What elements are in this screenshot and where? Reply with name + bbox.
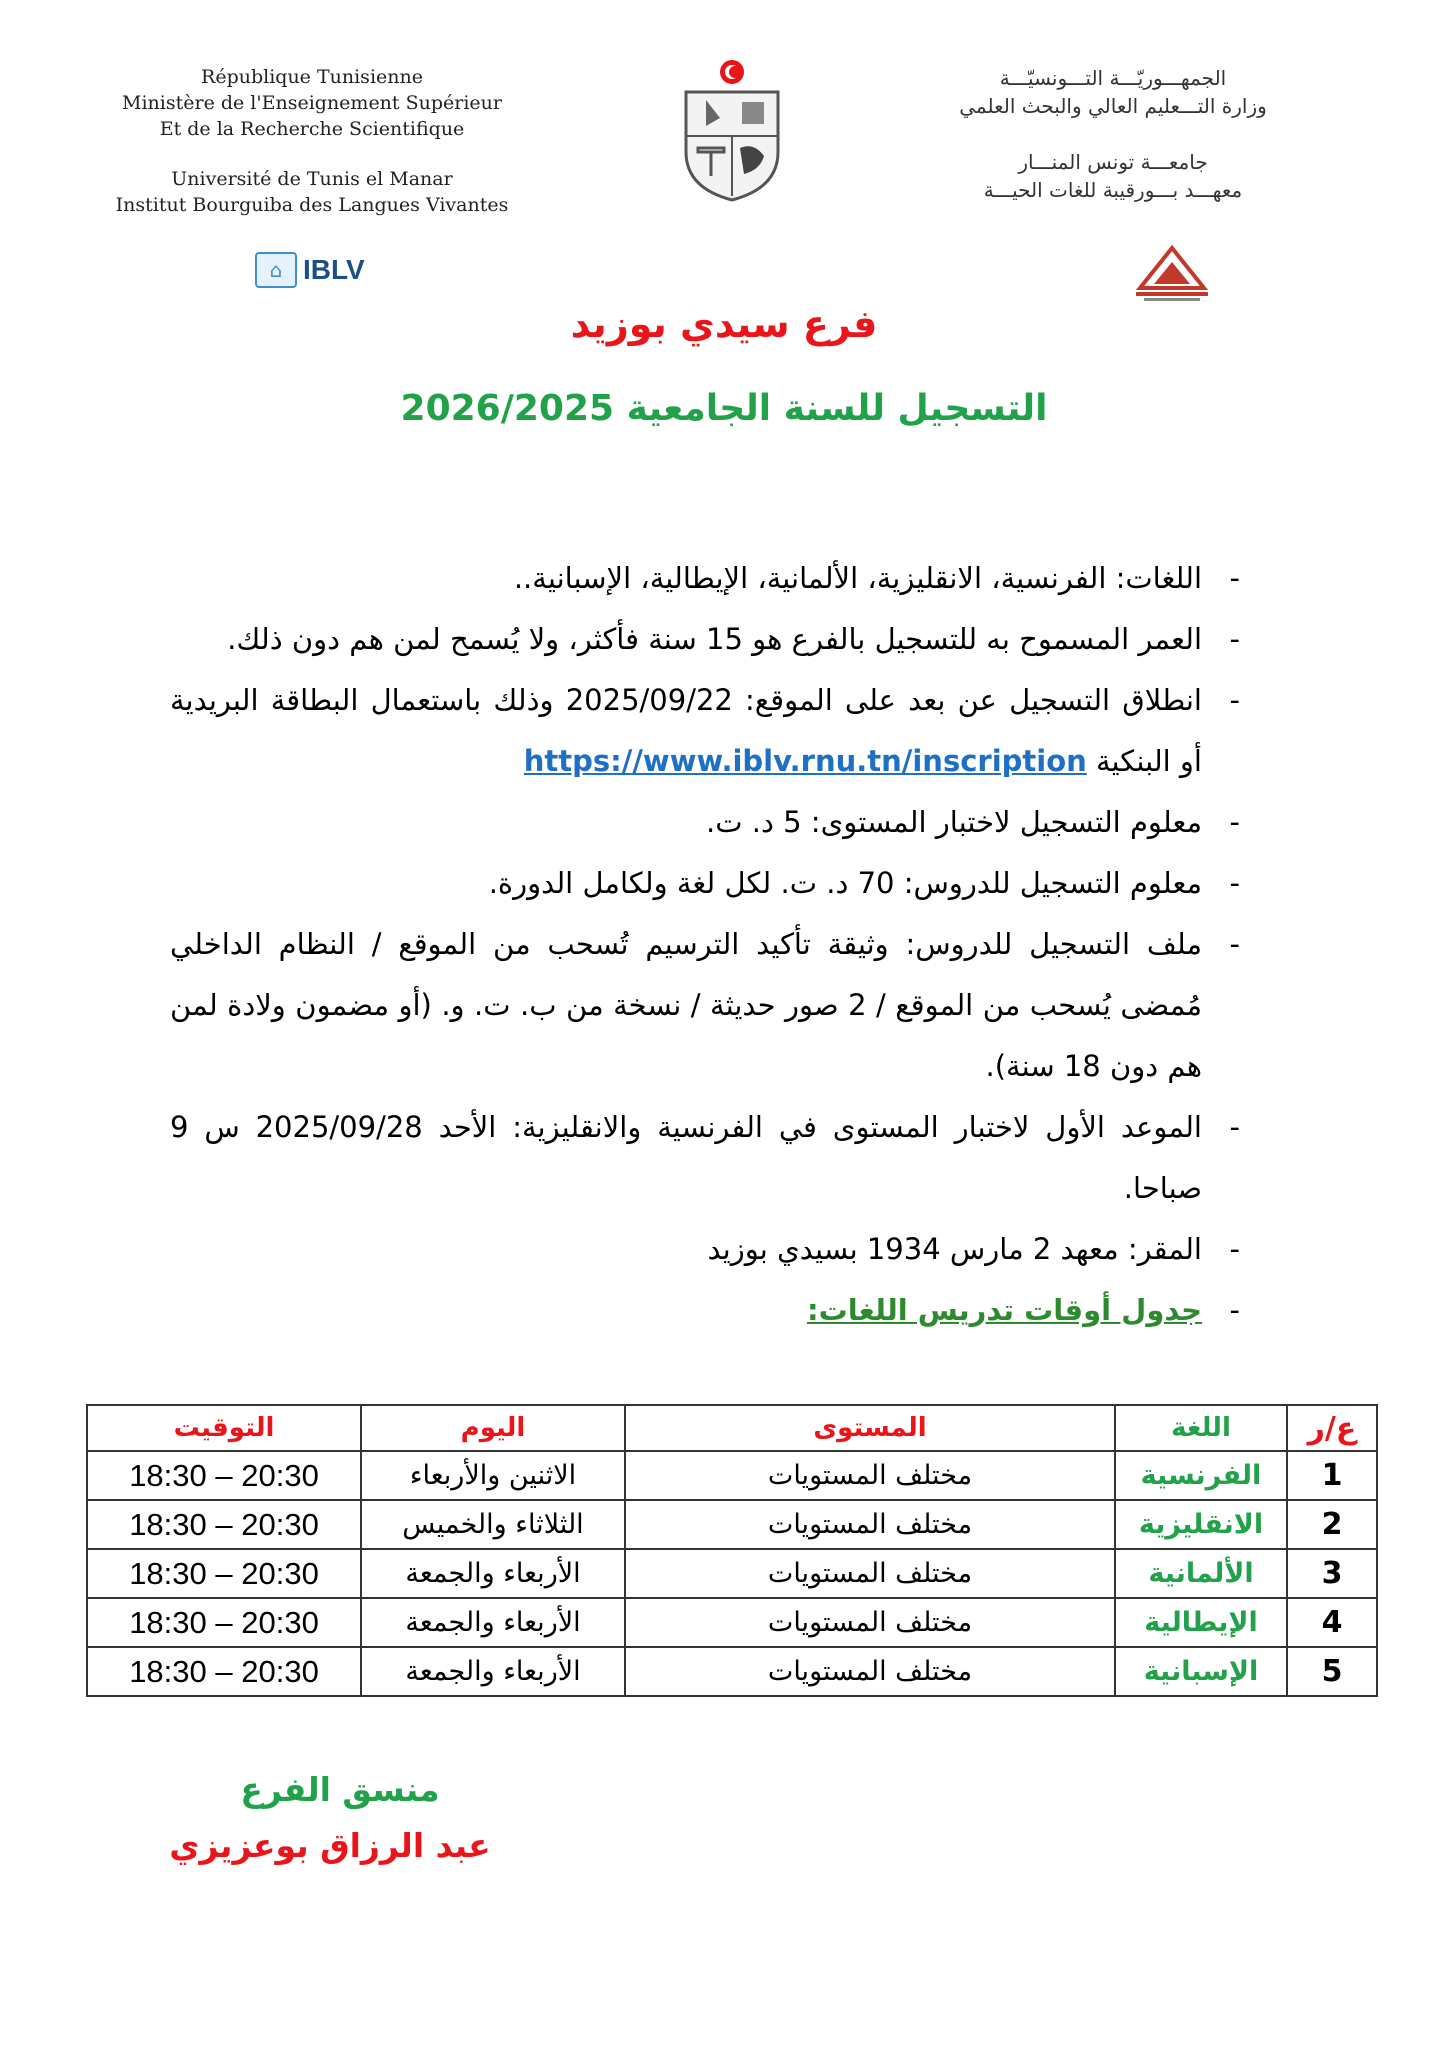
column-header-time: التوقيت [87, 1405, 361, 1451]
table-row [87, 1549, 1377, 1598]
row-language: الفرنسية [1115, 1451, 1287, 1500]
row-level: مختلف المستويات [625, 1647, 1115, 1696]
schedule-table [86, 1404, 1378, 1697]
registration-title: التسجيل للسنة الجامعية 2026/2025 [400, 388, 1048, 429]
iblv-logo-text: IBLV [303, 254, 365, 285]
header-left-block [92, 64, 532, 218]
row-level: مختلف المستويات [625, 1451, 1115, 1500]
row-day: الأربعاء والجمعة [361, 1598, 625, 1647]
list-item-course-fee: - معلوم التسجيل للدروس: 70 د. ت. لكل لغة ولكامل الدورة. [170, 853, 1240, 914]
column-header-day: اليوم [361, 1405, 625, 1451]
row-language: الانقليزية [1115, 1500, 1287, 1549]
tunisia-emblem-icon [676, 56, 788, 204]
header-university: Université de Tunis el Manar [171, 168, 453, 190]
table-row [87, 1451, 1377, 1500]
row-time: 18:30 – 20:30 [87, 1451, 361, 1500]
row-time: 18:30 – 20:30 [87, 1500, 361, 1549]
table-header-row [87, 1405, 1377, 1451]
iblv-logo [255, 250, 365, 290]
row-language: الإسبانية [1115, 1647, 1287, 1696]
row-level: مختلف المستويات [625, 1598, 1115, 1647]
list-item-languages: - اللغات: الفرنسية، الانقليزية، الألمانية، الإيطالية، الإسبانية.. [170, 548, 1240, 609]
header-institute-ar: معهـــد بـــورقيبة للغات الحيـــة [983, 178, 1243, 202]
row-num: 5 [1287, 1647, 1377, 1696]
schedule-heading: جدول أوقات تدريس اللغات: [807, 1293, 1202, 1327]
table-row [87, 1598, 1377, 1647]
list-item-schedule-heading [170, 1280, 1240, 1341]
info-list [170, 548, 1240, 1341]
row-num: 1 [1287, 1451, 1377, 1500]
header-ministry: Ministère de l'Enseignement Supérieur [122, 92, 502, 114]
signature-name: عبد الرزاق بوعزيزي [169, 1826, 491, 1865]
table-row [87, 1500, 1377, 1549]
header-ministry-ar: وزارة التـــعليم العالي والبحث العلمي [959, 94, 1267, 118]
row-num: 2 [1287, 1500, 1377, 1549]
row-time: 18:30 – 20:30 [87, 1598, 361, 1647]
branch-title: فرع سيدي بوزيد [570, 302, 878, 346]
header-ministry-research: Et de la Recherche Scientifique [159, 118, 465, 140]
row-language: الألمانية [1115, 1549, 1287, 1598]
row-day: الاثنين والأربعاء [361, 1451, 625, 1500]
list-item-test-fee: - معلوم التسجيل لاختبار المستوى: 5 د. ت. [170, 792, 1240, 853]
list-item-file: - ملف التسجيل للدروس: وثيقة تأكيد الترسيم تُسحب من الموقع / النظام الداخلي مُمضى يُسحب من الموقع / 2 صور حديثة / نسخة من ب. ت. و. (أو مضمون ولادة لمن هم دون 18 سنة). [170, 914, 1240, 1097]
row-time: 18:30 – 20:30 [87, 1647, 361, 1696]
row-level: مختلف المستويات [625, 1549, 1115, 1598]
column-header-num: ع/ر [1287, 1405, 1377, 1451]
iblv-logo-icon: ⌂ [255, 252, 297, 288]
row-language: الإيطالية [1115, 1598, 1287, 1647]
registration-link[interactable]: https://www.iblv.rnu.tn/inscription [523, 744, 1087, 778]
list-item-online-registration: - انطلاق التسجيل عن بعد على الموقع: 2025/09/22 وذلك باستعمال البطاقة البريدية أو البنكية https://www.iblv.rnu.tn/inscription [170, 670, 1240, 792]
header-right-block [898, 64, 1328, 204]
list-item-location: - المقر: معهد 2 مارس 1934 بسيدي بوزيد [170, 1219, 1240, 1280]
row-day: الأربعاء والجمعة [361, 1549, 625, 1598]
header-republic: République Tunisienne [201, 66, 423, 88]
list-item-age: - العمر المسموح به للتسجيل بالفرع هو 15 سنة فأكثر، ولا يُسمح لمن هم دون ذلك. [170, 609, 1240, 670]
university-logo-icon [1130, 242, 1214, 304]
row-num: 3 [1287, 1549, 1377, 1598]
header-institute: Institut Bourguiba des Langues Vivantes [115, 194, 509, 216]
column-header-level: المستوى [625, 1405, 1115, 1451]
list-item-first-test: - الموعد الأول لاختبار المستوى في الفرنسية والانقليزية: الأحد 2025/09/28 س 9 صباحا. [170, 1097, 1240, 1219]
table-row [87, 1647, 1377, 1696]
signature-role: منسق الفرع [240, 1770, 440, 1809]
row-day: الأربعاء والجمعة [361, 1647, 625, 1696]
row-level: مختلف المستويات [625, 1500, 1115, 1549]
column-header-language: اللغة [1115, 1405, 1287, 1451]
row-time: 18:30 – 20:30 [87, 1549, 361, 1598]
row-day: الثلاثاء والخميس [361, 1500, 625, 1549]
header-republic-ar: الجمهـــوريّـــة التـــونسيّـــة [999, 66, 1227, 90]
row-num: 4 [1287, 1598, 1377, 1647]
header-university-ar: جامعـــة تونس المنـــار [1018, 150, 1208, 174]
